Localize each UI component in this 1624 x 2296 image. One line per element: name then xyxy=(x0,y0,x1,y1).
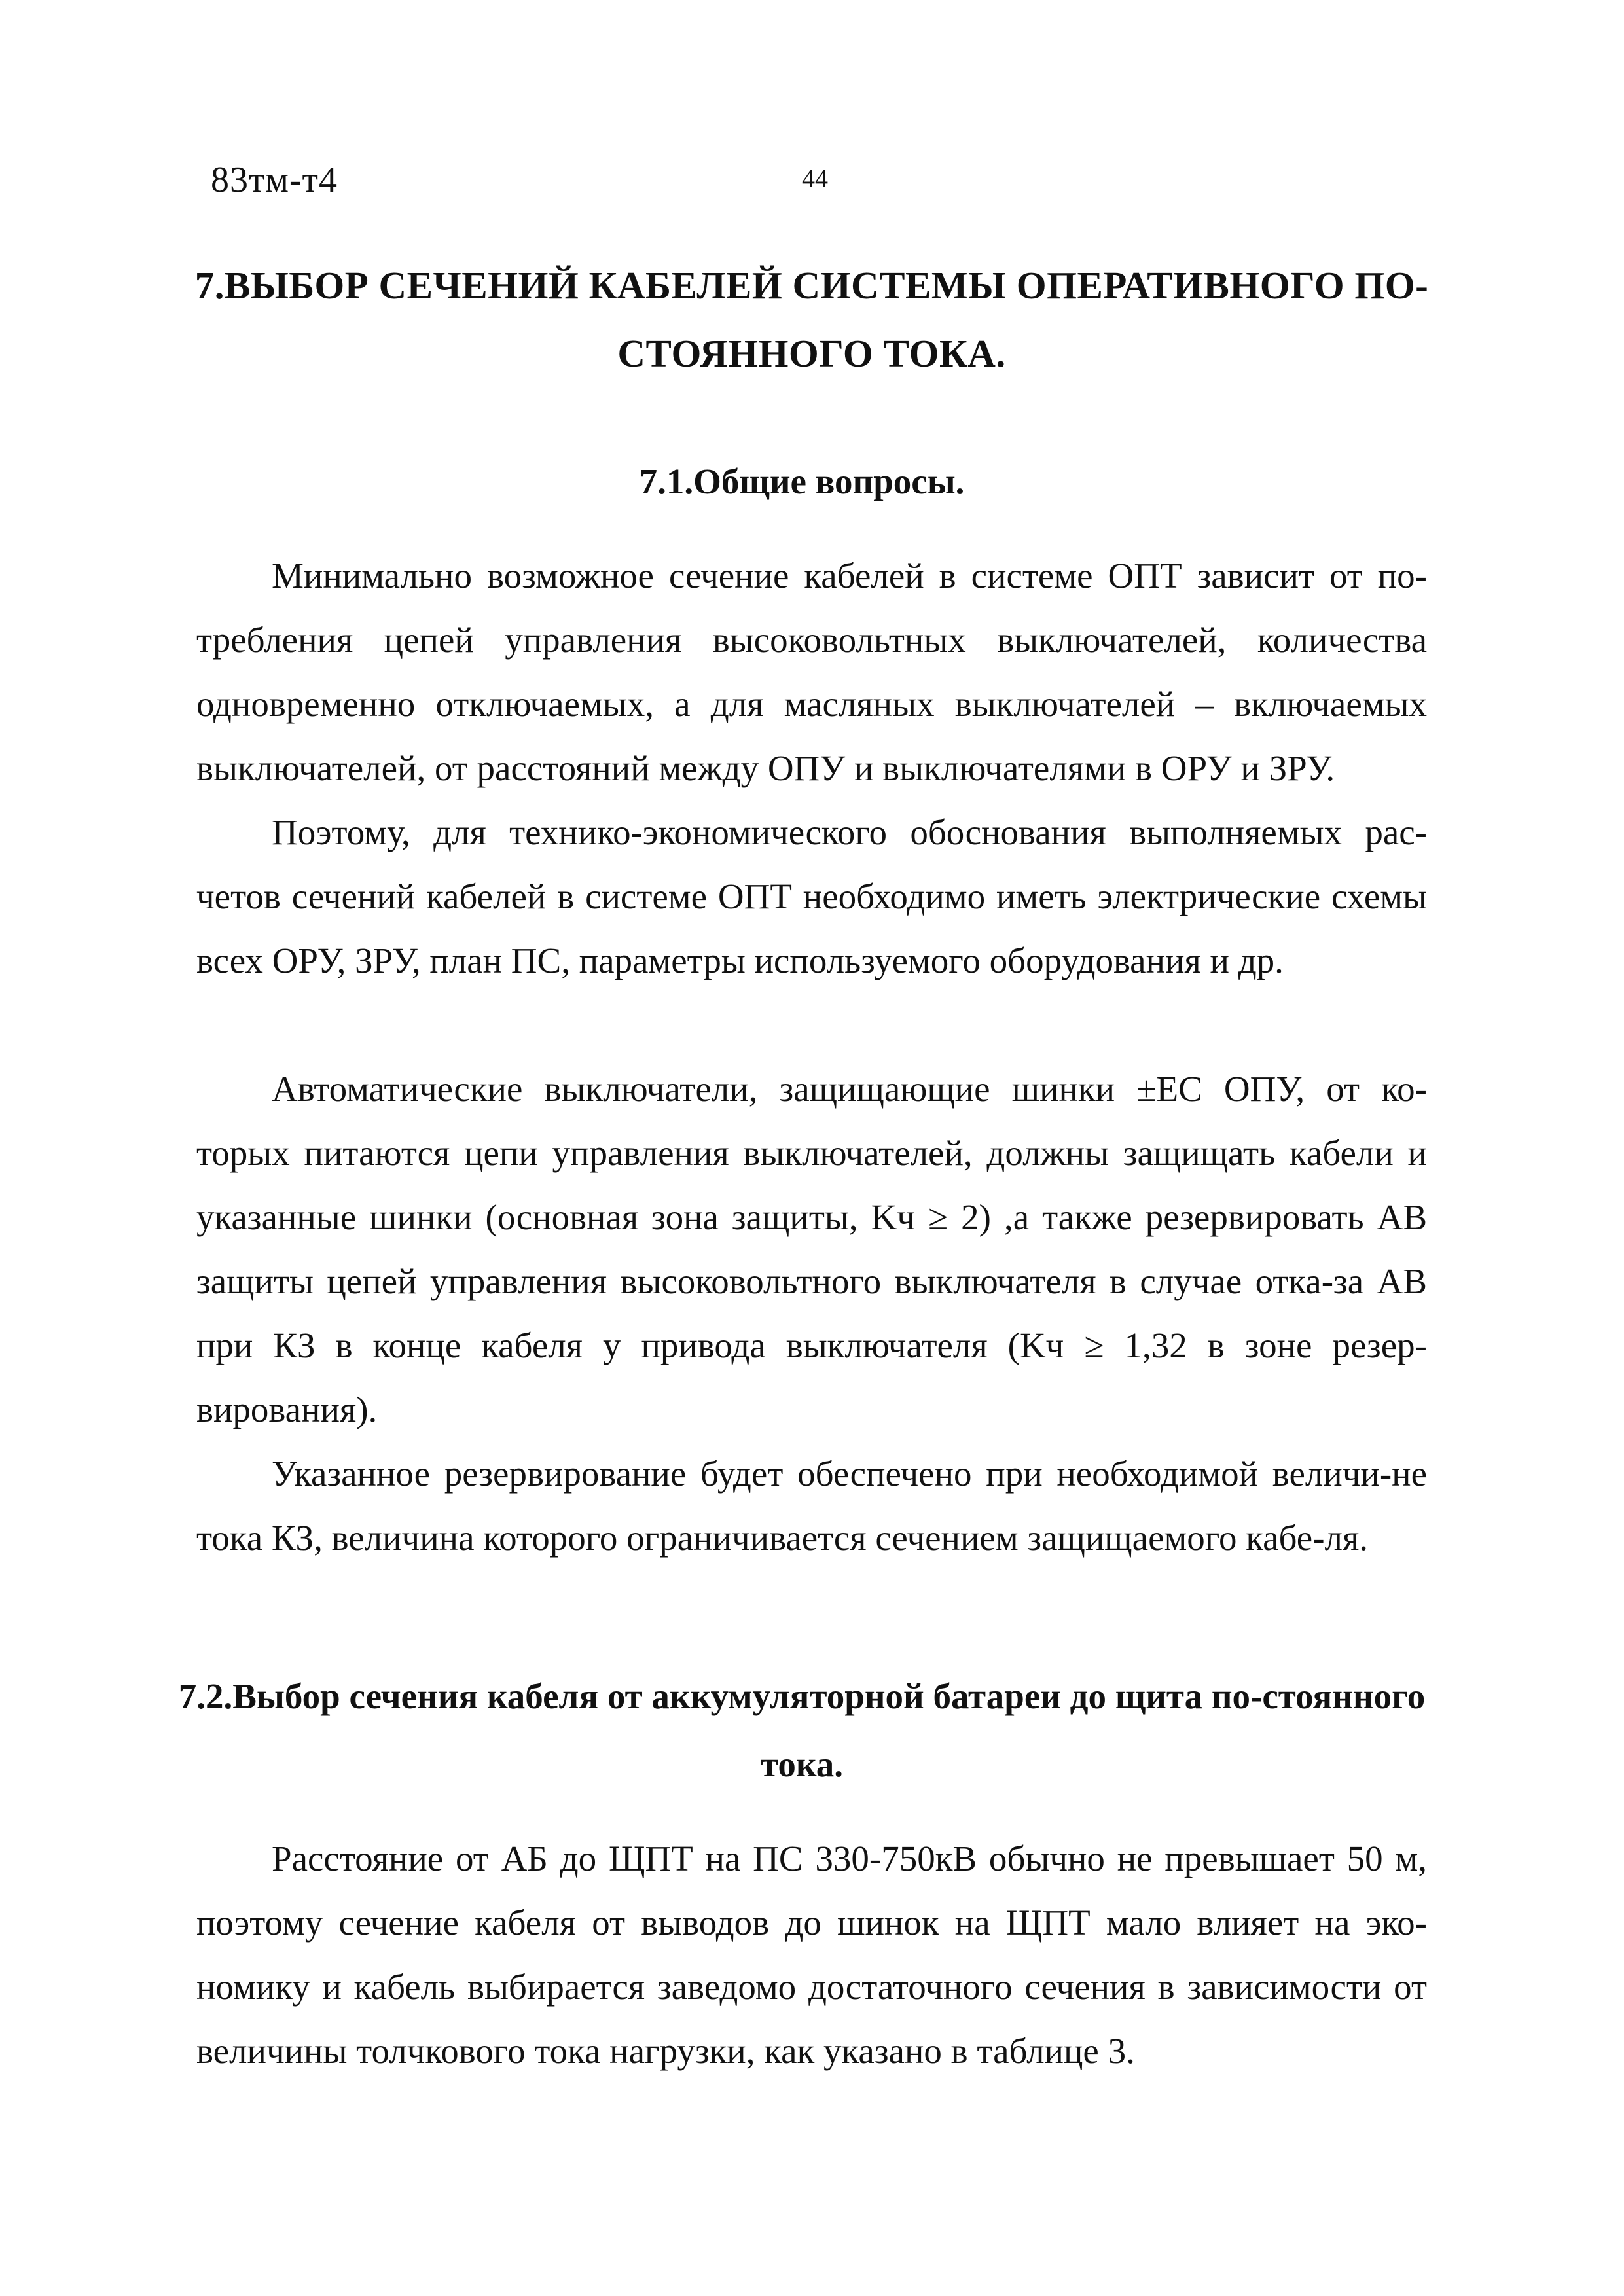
paragraph: Указанное резервирование будет обеспечено при необходимой величи-не тока КЗ, величина которого ограничивается сечением защищаемого кабе-ля. xyxy=(196,1454,1427,1558)
section-7-1-heading: 7.1.Общие вопросы. xyxy=(639,461,965,501)
section-7-2-heading: 7.2.Выбор сечения кабеля от аккумуляторной батареи до щита по-стоянного тока. xyxy=(178,1676,1426,1784)
document-code: 83тм-т4 xyxy=(211,160,338,200)
paragraph: Минимально возможное сечение кабелей в системе ОПТ зависит от по-требления цепей управления высоковольтных выключателей, количества одновременно отключаемых, а для масляных выключателей – включаемых выключателей, от расстояний между ОПУ и выключателями в ОРУ и ЗРУ. xyxy=(196,556,1427,788)
section-7-heading: 7.ВЫБОР СЕЧЕНИЙ КАБЕЛЕЙ СИСТЕМЫ ОПЕРАТИВНОГО ПО-СТОЯННОГО ТОКА. xyxy=(194,264,1429,375)
paragraph: Расстояние от АБ до ЩПТ на ПС 330-750кВ обычно не превышает 50 м, поэтому сечение кабеля от выводов до шинок на ЩПТ мало влияет на эко-номику и кабель выбирается заведомо достаточного сечения в зависимости от величины толчкового тока нагрузки, как указано в таблице 3. xyxy=(196,1839,1427,2071)
page-number: 44 xyxy=(802,164,828,193)
paragraph: Автоматические выключатели, защищающие шинки ±EC ОПУ, от ко-торых питаются цепи управления выключателей, должны защищать кабели и указанные шинки (основная зона защиты, Kч ≥ 2) ,а также резервировать АВ защиты цепей управления высоковольтного выключателя в случае отка-за АВ при КЗ в конце кабеля у привода выключателя (Kч ≥ 1,32 в зоне резер-вирования). xyxy=(196,1069,1427,1429)
paragraph: Поэтому, для технико-экономического обоснования выполняемых рас-четов сечений кабелей в системе ОПТ необходимо иметь электрические схемы всех ОРУ, ЗРУ, план ПС, параметры используемого оборудования и др. xyxy=(196,812,1427,980)
